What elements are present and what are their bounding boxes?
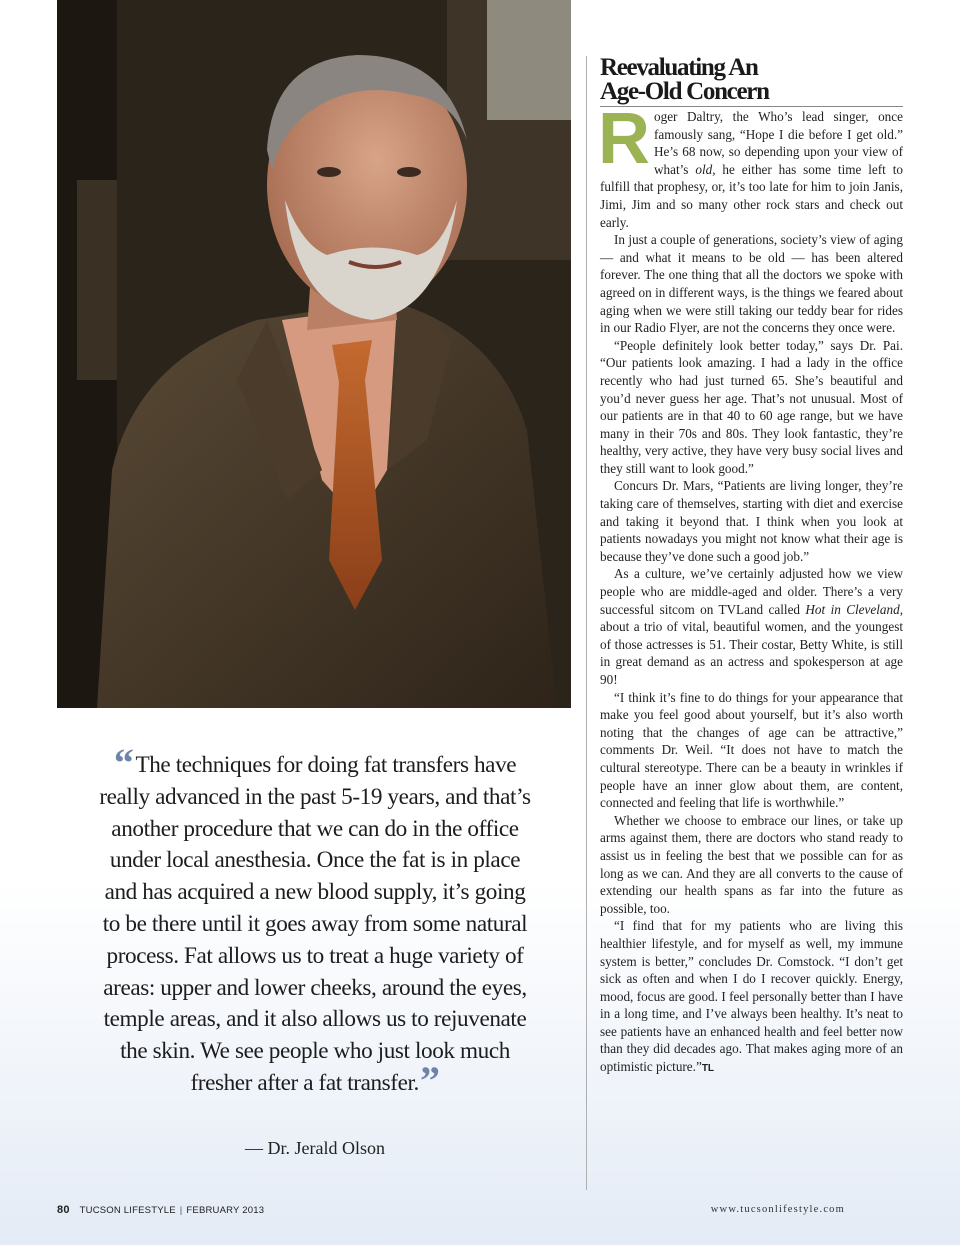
pull-quote [95, 740, 535, 1103]
column-divider [586, 56, 587, 1190]
issue-date: FEBRUARY 2013 [186, 1205, 265, 1216]
paragraph-text: “I find that for my patients who are living this healthier lifestyle, and for myself as well, my immune system is better,” concludes Dr. Comstock. “I don’t get sick as often and when I do I recover quickly. Energy, mood, focus are good. I feel personally better than I have in a long time, and I’ve always been healthy. It’s neat to see patients have an enhanced health and feel better now than they did decades ago. That makes aging more of an optimistic picture.” [600, 918, 903, 1075]
article-paragraph [600, 689, 903, 812]
pull-quote-text: The techniques for doing fat transfers have really advanced in the past 5-19 years, and that’s another procedure that we can do in the office under local anesthesia. Once the fat is in place and has acquired a new blood supply, it’s going to be there until it goes away from some natural process. Fat allows us to treat a huge variety of areas: upper and lower cheeks, around the eyes, temple areas, and it also allows us to rejuvenate the skin. We see people who just look much fresher after a fat transfer. [99, 752, 531, 1096]
paragraph-text: oger Daltry, the Who’s lead singer, once famously sang, “Hope I die before I get old.” He’s 68 now, so depending upon your view of what’s [654, 109, 903, 177]
portrait-photo [57, 0, 571, 708]
italic-text: Hot in Cleveland [805, 601, 900, 617]
article-paragraph [598, 99, 903, 231]
article-paragraph [600, 917, 903, 1077]
author-initials: TL [701, 1063, 715, 1075]
paragraph-text: “I think it’s fine to do things for your appearance that make you feel good about yourself, but it’s also worth noting that the changes of age can be attractive,” comments Dr. Weil. “It does not have to match the cultural stereotype. There can be a beauty in wrinkles if people have an inner glow about them, are content, connected and feeling that life is worthwhile.” [600, 689, 903, 811]
website-url: www.tucsonlifestyle.com [710, 1204, 845, 1215]
drop-cap: R [598, 99, 650, 179]
article-body [598, 99, 903, 1078]
page-number: 80 [57, 1204, 70, 1216]
paragraph-text: , about a trio of vital, beautiful women, and the youngest of those actresses is 51. Their costar, Betty White, is still in great demand as an actress and spokesperson at age 90! [600, 601, 903, 687]
headline-line-2: Age-Old Concern [600, 78, 769, 105]
italic-text: old, [695, 161, 716, 177]
paragraph-text: As a culture, we’ve certainly adjusted how we view people who are middle-aged and older. There’s a very successful sitcom on TVLand called [600, 566, 903, 617]
article-paragraph [600, 337, 903, 478]
page-footer [57, 1204, 264, 1216]
open-quote-mark: “ [113, 740, 134, 785]
article-paragraph [600, 477, 903, 565]
paragraph-text: Whether we choose to embrace our lines, or take up arms against them, there are doctors who stand ready to assist us in feeling the best that we possible can for as long as we can. And they are all converts to the cause of extending our health spans as far into the future as possible, too. [600, 812, 903, 916]
close-quote-mark: ” [419, 1057, 440, 1103]
paragraph-text: Concurs Dr. Mars, “Patients are living longer, they’re taking care of themselves, starting with diet and exercise and taking it beyond that. I think when you look at patients nowadays you might not know what their age is because they’ve done such a good job.” [600, 478, 903, 564]
paragraph-text: In just a couple of generations, society’s view of aging — and what it means to be old — has been altered forever. The one thing that all the doctors we spoke with agreed on in different ways, is the things we feared about aging when we were still taking our teddy bear for rides in our Radio Flyer, are not the concerns they once were. [600, 232, 903, 336]
headline-line-1: Reevaluating An [600, 54, 758, 81]
pull-quote-attribution: — Dr. Jerald Olson [245, 1138, 385, 1158]
article-column [600, 56, 903, 1078]
article-paragraph [600, 812, 903, 918]
paragraph-text: he either has some time left to fulfill that prophesy, or, it’s too late for him to join Janis, Jimi, Jim and so many other rock stars and check out early. [600, 161, 903, 230]
article-headline [600, 56, 903, 107]
article-paragraph [600, 565, 903, 688]
footer-separator: | [179, 1205, 183, 1216]
publication-name: TUCSON LIFESTYLE [79, 1205, 176, 1216]
article-paragraph [600, 231, 903, 337]
paragraph-text: “People definitely look better today,” says Dr. Pai. “Our patients look amazing. I had a lady in the office recently who had just turned 65. She’s beautiful and you’d never guess her age. That’s not unusual. Most of our patients are in that 40 to 60 age range, but we have many in their 70s and 80s. They look fantastic, they’re healthy, very active, they have very busy social lives and they still want to look good.” [600, 337, 903, 476]
